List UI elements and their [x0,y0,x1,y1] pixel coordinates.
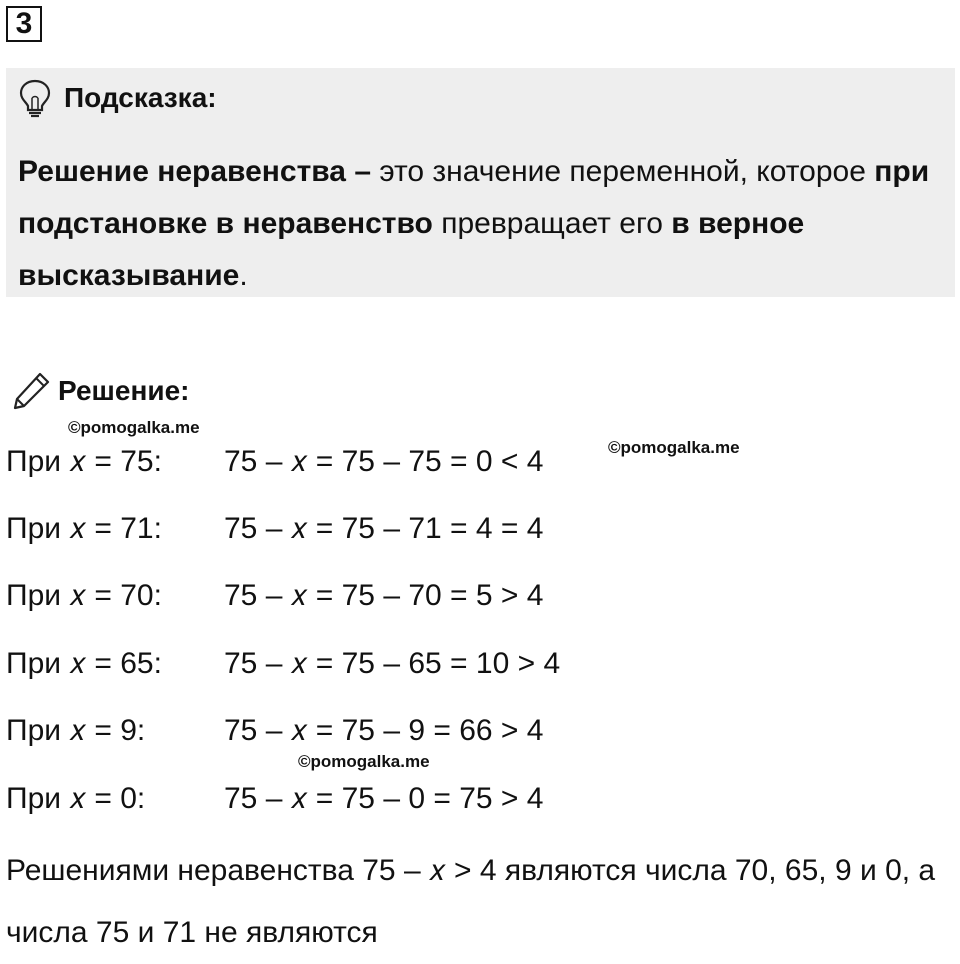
row-label: При 𝑥 = 65: [6,647,162,680]
hint-text-part: это значение переменной, которое [371,155,875,188]
hint-text [18,146,948,302]
task-number: 3 [6,6,42,42]
solution-header [10,370,189,412]
pencil-icon [10,370,52,412]
row-expression: 75 – 𝑥 = 75 – 0 = 75 > 4 [224,782,544,815]
row-expression: 75 – 𝑥 = 75 – 70 = 5 > 4 [224,579,544,612]
hint-bold-term: Решение неравенства – [18,155,372,188]
row-label: При 𝑥 = 9: [6,714,146,747]
row-expression: 75 – 𝑥 = 75 – 9 = 66 > 4 [224,714,544,747]
hint-header [18,78,217,118]
row-expression: 75 – 𝑥 = 75 – 75 = 0 < 4 [224,445,544,478]
watermark: ©pomogalka.me [68,418,200,437]
hint-title: Подсказка: [64,82,217,113]
conclusion-text: Решениями неравенства 75 – 𝑥 > 4 являются числа 70, 65, 9 и 0, а числа 75 и 71 не являются [6,854,936,949]
lightbulb-icon [18,78,52,118]
watermark: ©pomogalka.me [298,752,430,771]
row-label: При 𝑥 = 70: [6,579,162,612]
hint-bold-true-statement: в верное высказывание [18,207,805,292]
hint-bold-substitution: при подстановке в неравенство [18,155,930,240]
row-label: При 𝑥 = 71: [6,512,162,545]
hint-text-end: . [239,259,248,292]
row-label: При 𝑥 = 0: [6,782,146,815]
solution-title: Решение: [58,375,190,406]
hint-text-part: превращает его [432,207,672,240]
row-label: При 𝑥 = 75: [6,445,162,478]
row-expression: 75 – 𝑥 = 75 – 71 = 4 = 4 [224,512,544,545]
watermark: ©pomogalka.me [608,438,740,457]
row-expression: 75 – 𝑥 = 75 – 65 = 10 > 4 [224,647,561,680]
